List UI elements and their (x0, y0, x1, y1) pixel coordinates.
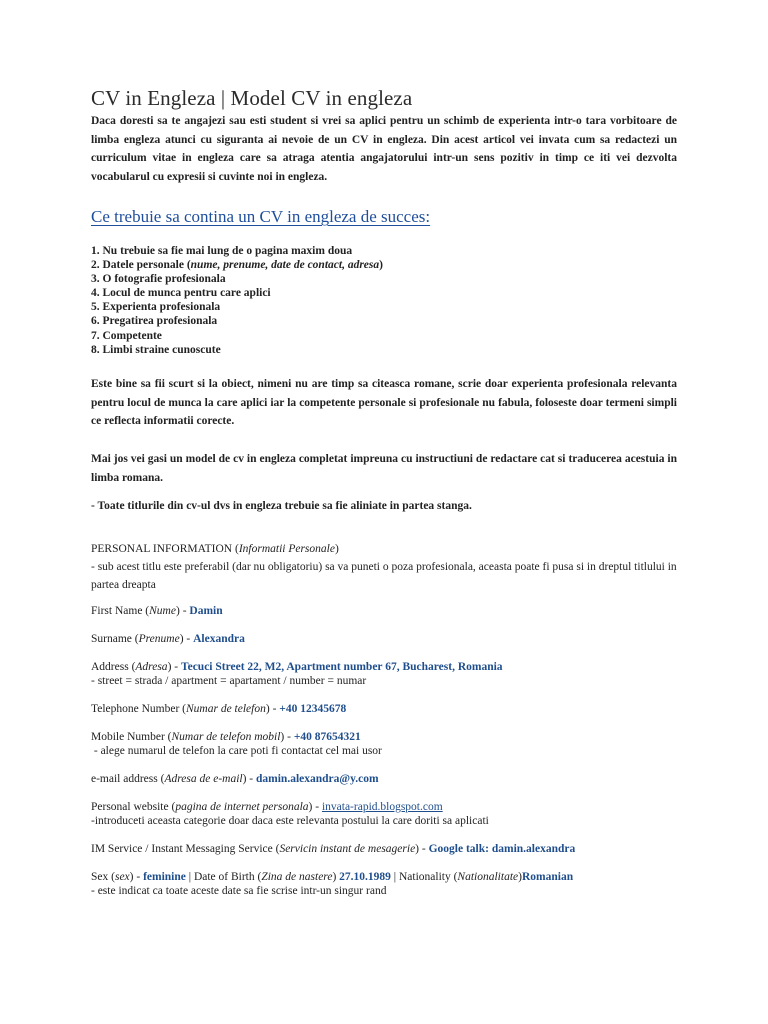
field-label: ) (518, 871, 522, 883)
field-translation: Nume (149, 605, 176, 617)
field-label: First Name ( (91, 605, 150, 617)
address-row (91, 660, 691, 688)
field-translation: sex (114, 871, 130, 883)
list-item: 3. O fotografie profesionala (91, 273, 226, 286)
field-translation: pagina de internet personala (175, 801, 309, 813)
model-intro-paragraph: Mai jos vei gasi un model de cv in engleza completat impreuna cu instructiuni de redactare cat si traducerea acestuia in limba romana. (91, 453, 677, 484)
field-label: ) - (167, 661, 181, 673)
requirements-list (91, 244, 383, 357)
list-item (91, 258, 383, 272)
first-name-row (91, 604, 691, 618)
field-label: ) - (175, 605, 190, 617)
field-label: ) - (280, 731, 294, 743)
sex-birth-nationality-row (91, 870, 691, 898)
list-item: 6. Pregatirea profesionala (91, 315, 218, 328)
field-label: Mobile Number ( (91, 731, 172, 743)
website-row (91, 800, 691, 828)
list-item: 4. Locul de munca pentru care aplici (91, 287, 271, 300)
nationality-value: Romanian (521, 871, 574, 883)
section-subtitle: Ce trebuie sa contina un CV in engleza de succes: (91, 207, 431, 226)
single-row-note: - este indicat ca toate aceste date sa fie scrise intr-un singur rand (91, 885, 387, 897)
field-label: Telephone Number ( (91, 703, 186, 715)
list-item: 1. Nu trebuie sa fie mai lung de o pagina maxim doua (91, 245, 353, 257)
field-label: IM Service / Instant Messaging Service ( (91, 843, 280, 855)
address-value: Tecuci Street 22, M2, Apartment number 67, Bucharest, Romania (180, 661, 503, 673)
list-item: 7. Competente (91, 329, 162, 342)
personal-info-heading (91, 540, 677, 594)
mobile-value: +40 87654321 (293, 731, 361, 743)
intro-paragraph: Daca doresti sa te angajezi sau esti student si vrei sa aplici pentru un schimb de experienta intr-o tara vorbitoare de limba engleza atunci cu siguranta ai nevoie de un CV in engleza. Din acest articol vei invata cum sa redactezi un curriculum vitae in engleza care sa atraga atentia angajatorului intr-un sens pozitiv in timp ce iti vei dezvolta vocabularul cu expresii si cuvinte noi in engleza. (91, 115, 677, 183)
field-translation: Numar de telefon mobil (171, 731, 281, 743)
heading-emphasis: Informatii Personale (238, 543, 335, 555)
heading-text: PERSONAL INFORMATION ( (91, 543, 239, 555)
heading-text: ) (334, 543, 339, 555)
alignment-note: - Toate titlurile din cv-ul dvs in engleza trebuie sa fie aliniate in partea stanga. (91, 500, 472, 512)
field-translation: Nationalitate (457, 871, 519, 883)
field-translation: Zina de nastere (261, 871, 333, 883)
list-item: 8. Limbi straine cunoscute (91, 343, 221, 356)
field-label: ) - (242, 773, 257, 785)
field-label: Personal website ( (91, 801, 176, 813)
field-label: Surname ( (91, 633, 139, 645)
list-item-emphasis: nume, prenume, date de contact, adresa (190, 259, 380, 272)
list-item-text: 2. Datele personale ( (91, 259, 191, 272)
field-label: ) - (179, 633, 194, 645)
address-note: - street = strada / apartment = apartament / number = numar (91, 675, 367, 687)
list-item: 5. Experienta profesionala (91, 301, 221, 314)
surname-row (91, 632, 691, 646)
field-label: | Nationality ( (390, 871, 458, 883)
im-service-row (91, 842, 691, 856)
advice-paragraph: Este bine sa fii scurt si la obiect, nimeni nu are timp sa citeasca romane, scrie doar experienta profesionala relevanta pentru locul de munca la care aplici iar la competente personale si profesionale nu fabula, foloseste doar termeni simpli ce reflecta informatii corecte. (91, 378, 677, 427)
field-label: Address ( (91, 661, 136, 673)
first-name-value: Damin (189, 605, 223, 617)
heading-note: - sub acest titlu este preferabil (dar nu obligatoriu) sa va puneti o poza profesionala, aceasta poate fi pusa si in dreptul titlului in partea dreapta (91, 561, 677, 591)
field-label: | Date of Birth ( (185, 871, 262, 883)
email-row (91, 772, 691, 786)
mobile-row (91, 730, 691, 758)
email-value: damin.alexandra@y.com (256, 773, 379, 785)
im-service-value: Google talk: damin.alexandra (428, 843, 576, 855)
field-label: ) - (265, 703, 280, 715)
mobile-note: - alege numarul de telefon la care poti fi contactat cel mai usor (91, 745, 382, 757)
field-label: Sex ( (91, 871, 115, 883)
website-note: -introduceti aceasta categorie doar daca este relevanta postului la care doriti sa aplicati (91, 815, 489, 827)
website-link[interactable]: invata-rapid.blogspot.com (321, 801, 443, 813)
field-label: ) - (415, 843, 429, 855)
telephone-value: +40 12345678 (279, 703, 347, 715)
field-translation: Adresa de e-mail (164, 773, 243, 785)
sex-value: feminine (143, 871, 186, 883)
birth-date-value: 27.10.1989 (339, 871, 391, 883)
list-item-text: ) (379, 259, 383, 272)
field-label: ) - (129, 871, 144, 883)
field-translation: Adresa (135, 661, 168, 673)
field-label: ) - (308, 801, 322, 813)
telephone-row (91, 702, 691, 716)
field-translation: Servicin instant de mesagerie (279, 843, 416, 855)
field-label: ) (332, 871, 340, 883)
field-translation: Numar de telefon (186, 703, 266, 715)
surname-value: Alexandra (193, 633, 245, 645)
field-translation: Prenume (138, 633, 180, 645)
field-label: e-mail address ( (91, 773, 165, 785)
page-title: CV in Engleza | Model CV in engleza (91, 86, 413, 110)
